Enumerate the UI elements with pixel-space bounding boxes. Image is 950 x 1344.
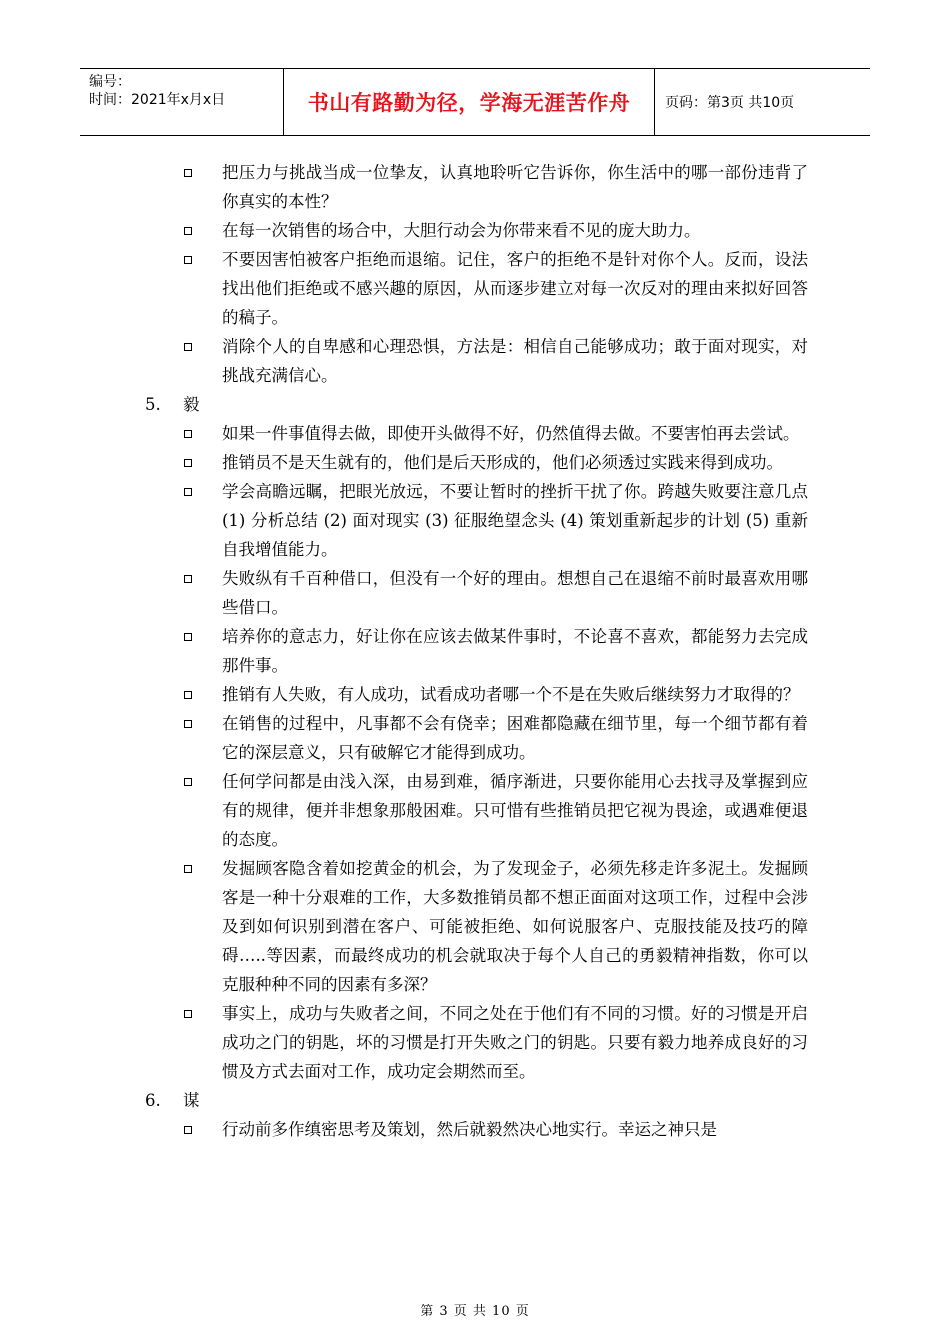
- list-item: 培养你的意志力，好让你在应该去做某件事时，不论喜不喜欢，都能努力去完成那件事。: [222, 622, 808, 680]
- list-item: 推销员不是天生就有的，他们是后天形成的，他们必须透过实践来得到成功。: [222, 448, 808, 477]
- section-title: 毅: [183, 395, 200, 414]
- square-bullet-icon: [184, 169, 192, 177]
- time-label: 时间：2021年x月x日: [89, 92, 226, 108]
- list-item: 推销有人失败，有人成功，试看成功者哪一个不是在失败后继续努力才取得的？: [222, 680, 808, 709]
- square-bullet-icon: [184, 227, 192, 235]
- list-item: 行动前多作缜密思考及策划，然后就毅然决心地实行。幸运之神只是: [222, 1115, 808, 1144]
- section-heading-6: [0, 1086, 950, 1115]
- page-footer: 第 3 页 共 10 页: [420, 1304, 530, 1319]
- square-bullet-icon: [184, 430, 192, 438]
- number-label: 编号：: [89, 74, 131, 90]
- square-bullet-icon: [184, 720, 192, 728]
- square-bullet-icon: [184, 459, 192, 467]
- list-item: 在销售的过程中，凡事都不会有侥幸；困难都隐藏在细节里，每一个细节都有着它的深层意义，只有破解它才能得到成功。: [222, 709, 808, 767]
- list-item: 在每一次销售的场合中，大胆行动会为你带来看不见的庞大助力。: [222, 216, 808, 245]
- square-bullet-icon: [184, 256, 192, 264]
- section-heading-5: [0, 390, 950, 419]
- list-item: 如果一件事值得去做，即使开头做得不好，仍然值得去做。不要害怕再去尝试。: [222, 419, 808, 448]
- square-bullet-icon: [184, 691, 192, 699]
- section-title: 谋: [183, 1091, 200, 1110]
- square-bullet-icon: [184, 865, 192, 873]
- section-number: 5.: [145, 395, 161, 414]
- square-bullet-icon: [184, 343, 192, 351]
- list-item: 发掘顾客隐含着如挖黄金的机会，为了发现金子，必须先移走许多泥土。发掘顾客是一种十分艰难的工作，大多数推销员都不想正面面对这项工作，过程中会涉及到如何识别到潜在客户、可能被拒绝、如何说服客户、克服技能及技巧的障碍…..等因素，而最终成功的机会就取决于每个人自己的勇毅精神指数，你可以克服种种不同的因素有多深？: [222, 854, 808, 999]
- square-bullet-icon: [184, 1126, 192, 1134]
- square-bullet-icon: [184, 488, 192, 496]
- list-item: 消除个人的自卑感和心理恐惧，方法是：相信自己能够成功；敢于面对现实，对挑战充满信心。: [222, 332, 808, 390]
- page-header: [80, 68, 870, 136]
- list-item: 学会高瞻远瞩，把眼光放远，不要让暂时的挫折干扰了你。跨越失败要注意几点 (1) 分析总结 (2) 面对现实 (3) 征服绝望念头 (4) 策划重新起步的计划 (5) 重新自我增值能力。: [222, 477, 808, 564]
- square-bullet-icon: [184, 778, 192, 786]
- list-item: 把压力与挑战当成一位挚友，认真地聆听它告诉你，你生活中的哪一部份违背了你真实的本性？: [222, 158, 808, 216]
- list-item: 不要因害怕被客户拒绝而退缩。记住，客户的拒绝不是针对你个人。反而，设法找出他们拒绝或不感兴趣的原因，从而逐步建立对每一次反对的理由来拟好回答的稿子。: [222, 245, 808, 332]
- header-meta: [80, 69, 283, 135]
- square-bullet-icon: [184, 1010, 192, 1018]
- header-page-info: 页码：第3页 共10页: [665, 95, 795, 111]
- square-bullet-icon: [184, 575, 192, 583]
- square-bullet-icon: [184, 633, 192, 641]
- header-motto: 书山有路勤为径，学海无涯苦作舟: [283, 69, 655, 135]
- document-body: [0, 158, 950, 1144]
- list-item: 事实上，成功与失败者之间，不同之处在于他们有不同的习惯。好的习惯是开启成功之门的钥匙，坏的习惯是打开失败之门的钥匙。只要有毅力地养成良好的习惯及方式去面对工作，成功定会期然而至。: [222, 999, 808, 1086]
- list-item: 任何学问都是由浅入深，由易到难，循序渐进，只要你能用心去找寻及掌握到应有的规律，便并非想象那般困难。只可惜有些推销员把它视为畏途，或遇难便退的态度。: [222, 767, 808, 854]
- section-number: 6.: [145, 1091, 161, 1110]
- list-item: 失败纵有千百种借口，但没有一个好的理由。想想自己在退缩不前时最喜欢用哪些借口。: [222, 564, 808, 622]
